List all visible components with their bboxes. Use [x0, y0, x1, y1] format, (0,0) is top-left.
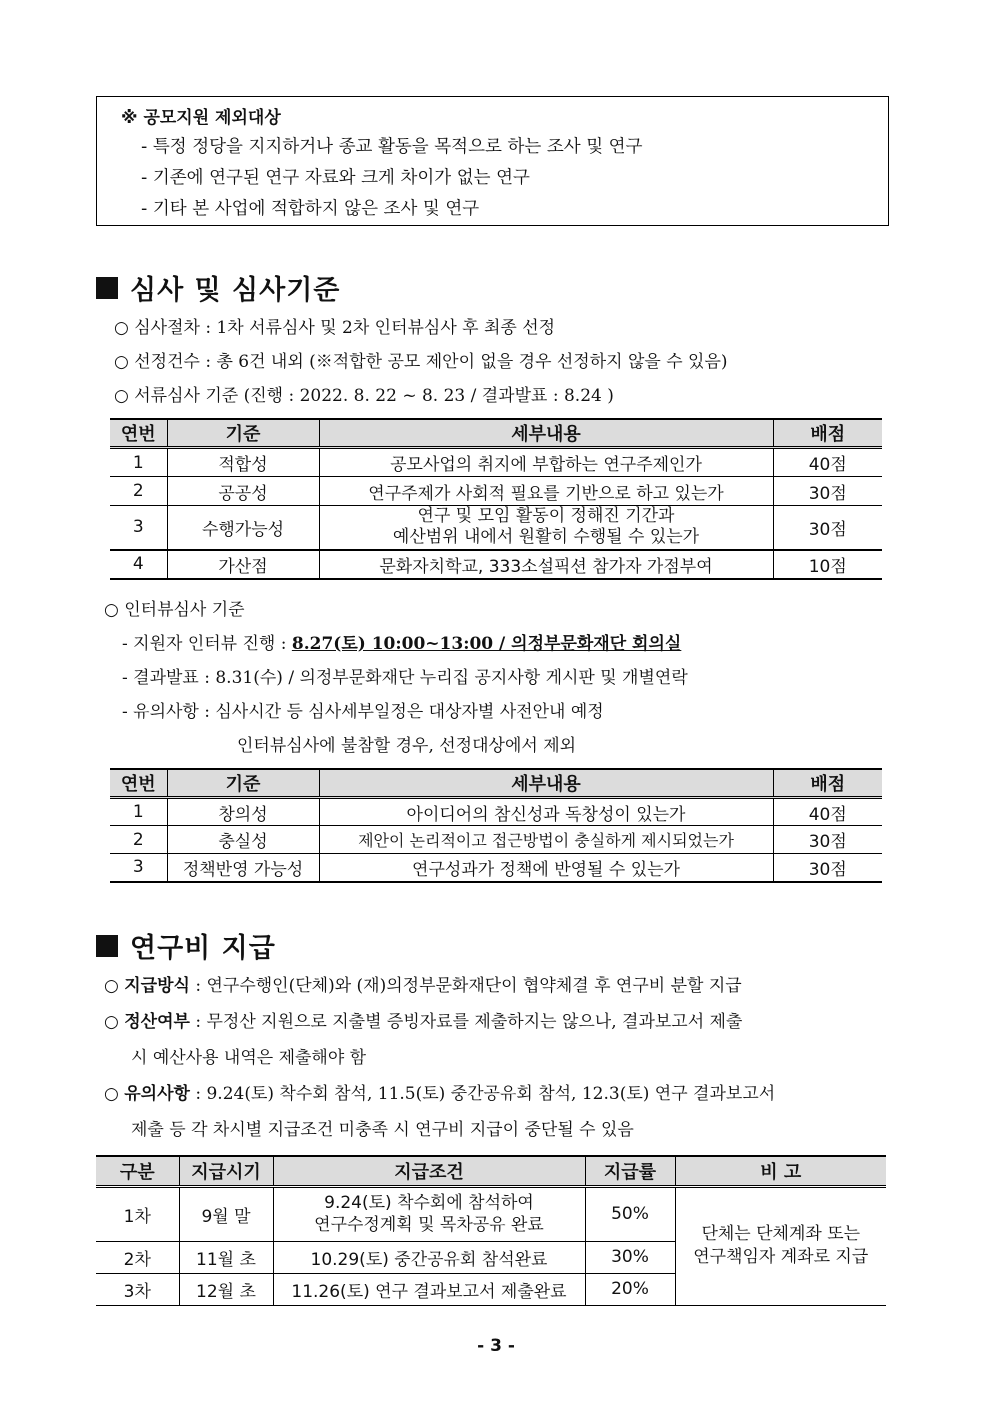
- exclusion-title: ※ 공모지원 제외대상: [121, 108, 281, 128]
- cell-condition: 10.29(토) 중간공유회 참석완료: [273, 1241, 585, 1273]
- cell-criterion: 정책반영 가능성: [167, 854, 319, 882]
- cell-condition-line: 연구수정계획 및 목차공유 완료: [314, 1215, 544, 1235]
- header-criterion: 기준: [167, 419, 319, 448]
- table-header-row: [110, 419, 882, 448]
- cell-detail-line: 예산범위 내에서 원활히 수행될 수 있는가: [392, 527, 700, 548]
- header-phase: 구분: [96, 1156, 179, 1186]
- table-row: [96, 1186, 886, 1241]
- cell-detail: 연구주제가 사회적 필요를 기반으로 하고 있는가: [319, 477, 773, 506]
- exclusion-item: - 기타 본 사업에 적합하지 않은 조사 및 연구: [141, 199, 480, 219]
- interview-note: - 유의사항 : 심사시간 등 심사세부일정은 대상자별 사전안내 예정: [122, 702, 604, 722]
- cell-detail: 아이디어의 참신성과 독창성이 있는가: [319, 798, 773, 826]
- cell-no: 3: [110, 854, 167, 882]
- cell-detail: 연구성과가 정책에 반영될 수 있는가: [319, 854, 773, 882]
- cell-rate: 20%: [585, 1273, 675, 1305]
- cell-score: 40점: [773, 798, 882, 826]
- table-row: [110, 798, 882, 826]
- cell-phase: 1차: [96, 1186, 179, 1241]
- doc-review-table: [110, 418, 882, 580]
- payment-method-text: : 연구수행인(단체)와 (재)의정부문화재단이 협약체결 후 연구비 분할 지급: [189, 976, 742, 996]
- review-doc-criteria: ○ 서류심사 기준 (진행 : 2022. 8. 22 ~ 8. 23 / 결과발표 : 8.24 ): [114, 386, 614, 406]
- payment-settlement-cont: 시 예산사용 내역은 제출해야 함: [131, 1048, 367, 1068]
- table-row: [110, 448, 882, 477]
- cell-criterion: 창의성: [167, 798, 319, 826]
- review-heading-text: 심사 및 심사기준: [130, 275, 341, 306]
- interview-proceed: [122, 629, 681, 654]
- payment-settle-text: : 무정산 지원으로 지출별 증빙자료를 제출하지는 않으나, 결과보고서 제출: [189, 1012, 743, 1032]
- table-header-row: [96, 1156, 886, 1186]
- header-detail: 세부내용: [319, 769, 773, 798]
- table-header-row: [110, 769, 882, 798]
- payment-method-label: 지급방식: [124, 976, 190, 996]
- table-row: [110, 550, 882, 579]
- review-count: ○ 선정건수 : 총 6건 내외 (※적합한 공모 제안이 없을 경우 선정하지 않을 수 있음): [114, 352, 728, 372]
- cell-no: 2: [110, 477, 167, 506]
- cell-timing: 12월 초: [179, 1273, 273, 1305]
- header-no: 연번: [110, 769, 167, 798]
- cell-score: 30점: [773, 477, 882, 506]
- cell-detail: 제안이 논리적이고 접근방법이 충실하게 제시되었는가: [319, 826, 773, 854]
- cell-criterion: 적합성: [167, 448, 319, 477]
- cell-remark: [675, 1186, 886, 1305]
- payment-settlement: ○ 정산여부 : 무정산 지원으로 지출별 증빙자료를 제출하지는 않으나, 결과보고서 제출: [104, 1012, 743, 1032]
- cell-phase: 3차: [96, 1273, 179, 1305]
- cell-no: 4: [110, 550, 167, 579]
- cell-remark-line: 단체는 단체계좌 또는: [701, 1224, 861, 1244]
- cell-score: 30점: [773, 854, 882, 882]
- payment-caution-cont: 제출 등 각 차시별 지급조건 미충족 시 연구비 지급이 중단될 수 있음: [131, 1120, 634, 1140]
- payment-caution-text: : 9.24(토) 착수회 참석, 11.5(토) 중간공유회 참석, 12.3(토) 연구 결과보고서: [189, 1084, 776, 1104]
- cell-condition-line: 9.24(토) 착수회에 참석하여: [324, 1193, 534, 1213]
- cell-criterion: 공공성: [167, 477, 319, 506]
- table-row: [110, 854, 882, 882]
- cell-criterion: 가산점: [167, 550, 319, 579]
- payment-heading-text: 연구비 지급: [130, 933, 276, 964]
- cell-score: 10점: [773, 550, 882, 579]
- square-bullet-icon: [96, 277, 118, 299]
- cell-criterion: 수행가능성: [167, 506, 319, 550]
- cell-rate: 30%: [585, 1241, 675, 1273]
- header-timing: 지급시기: [179, 1156, 273, 1186]
- table-row: [110, 477, 882, 506]
- header-detail: 세부내용: [319, 419, 773, 448]
- cell-remark-line: 연구책임자 계좌로 지급: [693, 1247, 869, 1267]
- payment-settle-label: 정산여부: [124, 1012, 190, 1032]
- cell-phase: 2차: [96, 1241, 179, 1273]
- cell-score: 40점: [773, 448, 882, 477]
- payment-table: [96, 1155, 886, 1306]
- cell-criterion: 충실성: [167, 826, 319, 854]
- cell-detail: 공모사업의 취지에 부합하는 연구주제인가: [319, 448, 773, 477]
- review-section-heading: [96, 268, 340, 307]
- interview-proceed-label: - 지원자 인터뷰 진행 :: [122, 634, 292, 654]
- cell-no: 2: [110, 826, 167, 854]
- header-score: 배점: [773, 769, 882, 798]
- interview-proceed-value: 8.27(토) 10:00~13:00 / 의정부문화재단 회의실: [291, 634, 682, 654]
- cell-score: 30점: [773, 826, 882, 854]
- header-score: 배점: [773, 419, 882, 448]
- payment-caution: ○ 유의사항 : 9.24(토) 착수회 참석, 11.5(토) 중간공유회 참석, 12.3(토) 연구 결과보고서: [104, 1084, 776, 1104]
- interview-criteria-title: ○ 인터뷰심사 기준: [104, 600, 245, 620]
- square-bullet-icon: [96, 935, 118, 957]
- cell-timing: 9월 말: [179, 1186, 273, 1241]
- cell-detail: [319, 506, 773, 550]
- cell-detail: 문화자치학교, 333소설픽션 참가자 가점부여: [319, 550, 773, 579]
- exclusion-box: [96, 96, 889, 226]
- cell-timing: 11월 초: [179, 1241, 273, 1273]
- review-procedure: ○ 심사절차 : 1차 서류심사 및 2차 인터뷰심사 후 최종 선정: [114, 318, 556, 338]
- cell-condition: 11.26(토) 연구 결과보고서 제출완료: [273, 1273, 585, 1305]
- cell-score: 30점: [773, 506, 882, 550]
- payment-section-heading: [96, 926, 276, 965]
- cell-detail-line: 연구 및 모임 활동이 정해진 기간과: [417, 506, 675, 527]
- page-number: - 3 -: [477, 1336, 515, 1356]
- header-condition: 지급조건: [273, 1156, 585, 1186]
- header-no: 연번: [110, 419, 167, 448]
- exclusion-item: - 기존에 연구된 연구 자료와 크게 차이가 없는 연구: [141, 168, 530, 188]
- cell-condition: [273, 1186, 585, 1241]
- interview-note-cont: 인터뷰심사에 불참할 경우, 선정대상에서 제외: [237, 736, 577, 756]
- cell-no: 1: [110, 798, 167, 826]
- table-row: [110, 826, 882, 854]
- header-criterion: 기준: [167, 769, 319, 798]
- cell-rate: 50%: [585, 1186, 675, 1241]
- header-rate: 지급률: [585, 1156, 675, 1186]
- header-remark: 비 고: [675, 1156, 886, 1186]
- table-row: [110, 506, 882, 550]
- payment-caution-label: 유의사항: [124, 1084, 190, 1104]
- cell-no: 1: [110, 448, 167, 477]
- exclusion-item: - 특정 정당을 지지하거나 종교 활동을 목적으로 하는 조사 및 연구: [141, 137, 643, 157]
- interview-result: - 결과발표 : 8.31(수) / 의정부문화재단 누리집 공지사항 게시판 및 개별연락: [122, 668, 688, 688]
- interview-review-table: [110, 768, 882, 883]
- payment-method: ○ 지급방식 : 연구수행인(단체)와 (재)의정부문화재단이 협약체결 후 연구비 분할 지급: [104, 976, 742, 996]
- cell-no: 3: [110, 506, 167, 550]
